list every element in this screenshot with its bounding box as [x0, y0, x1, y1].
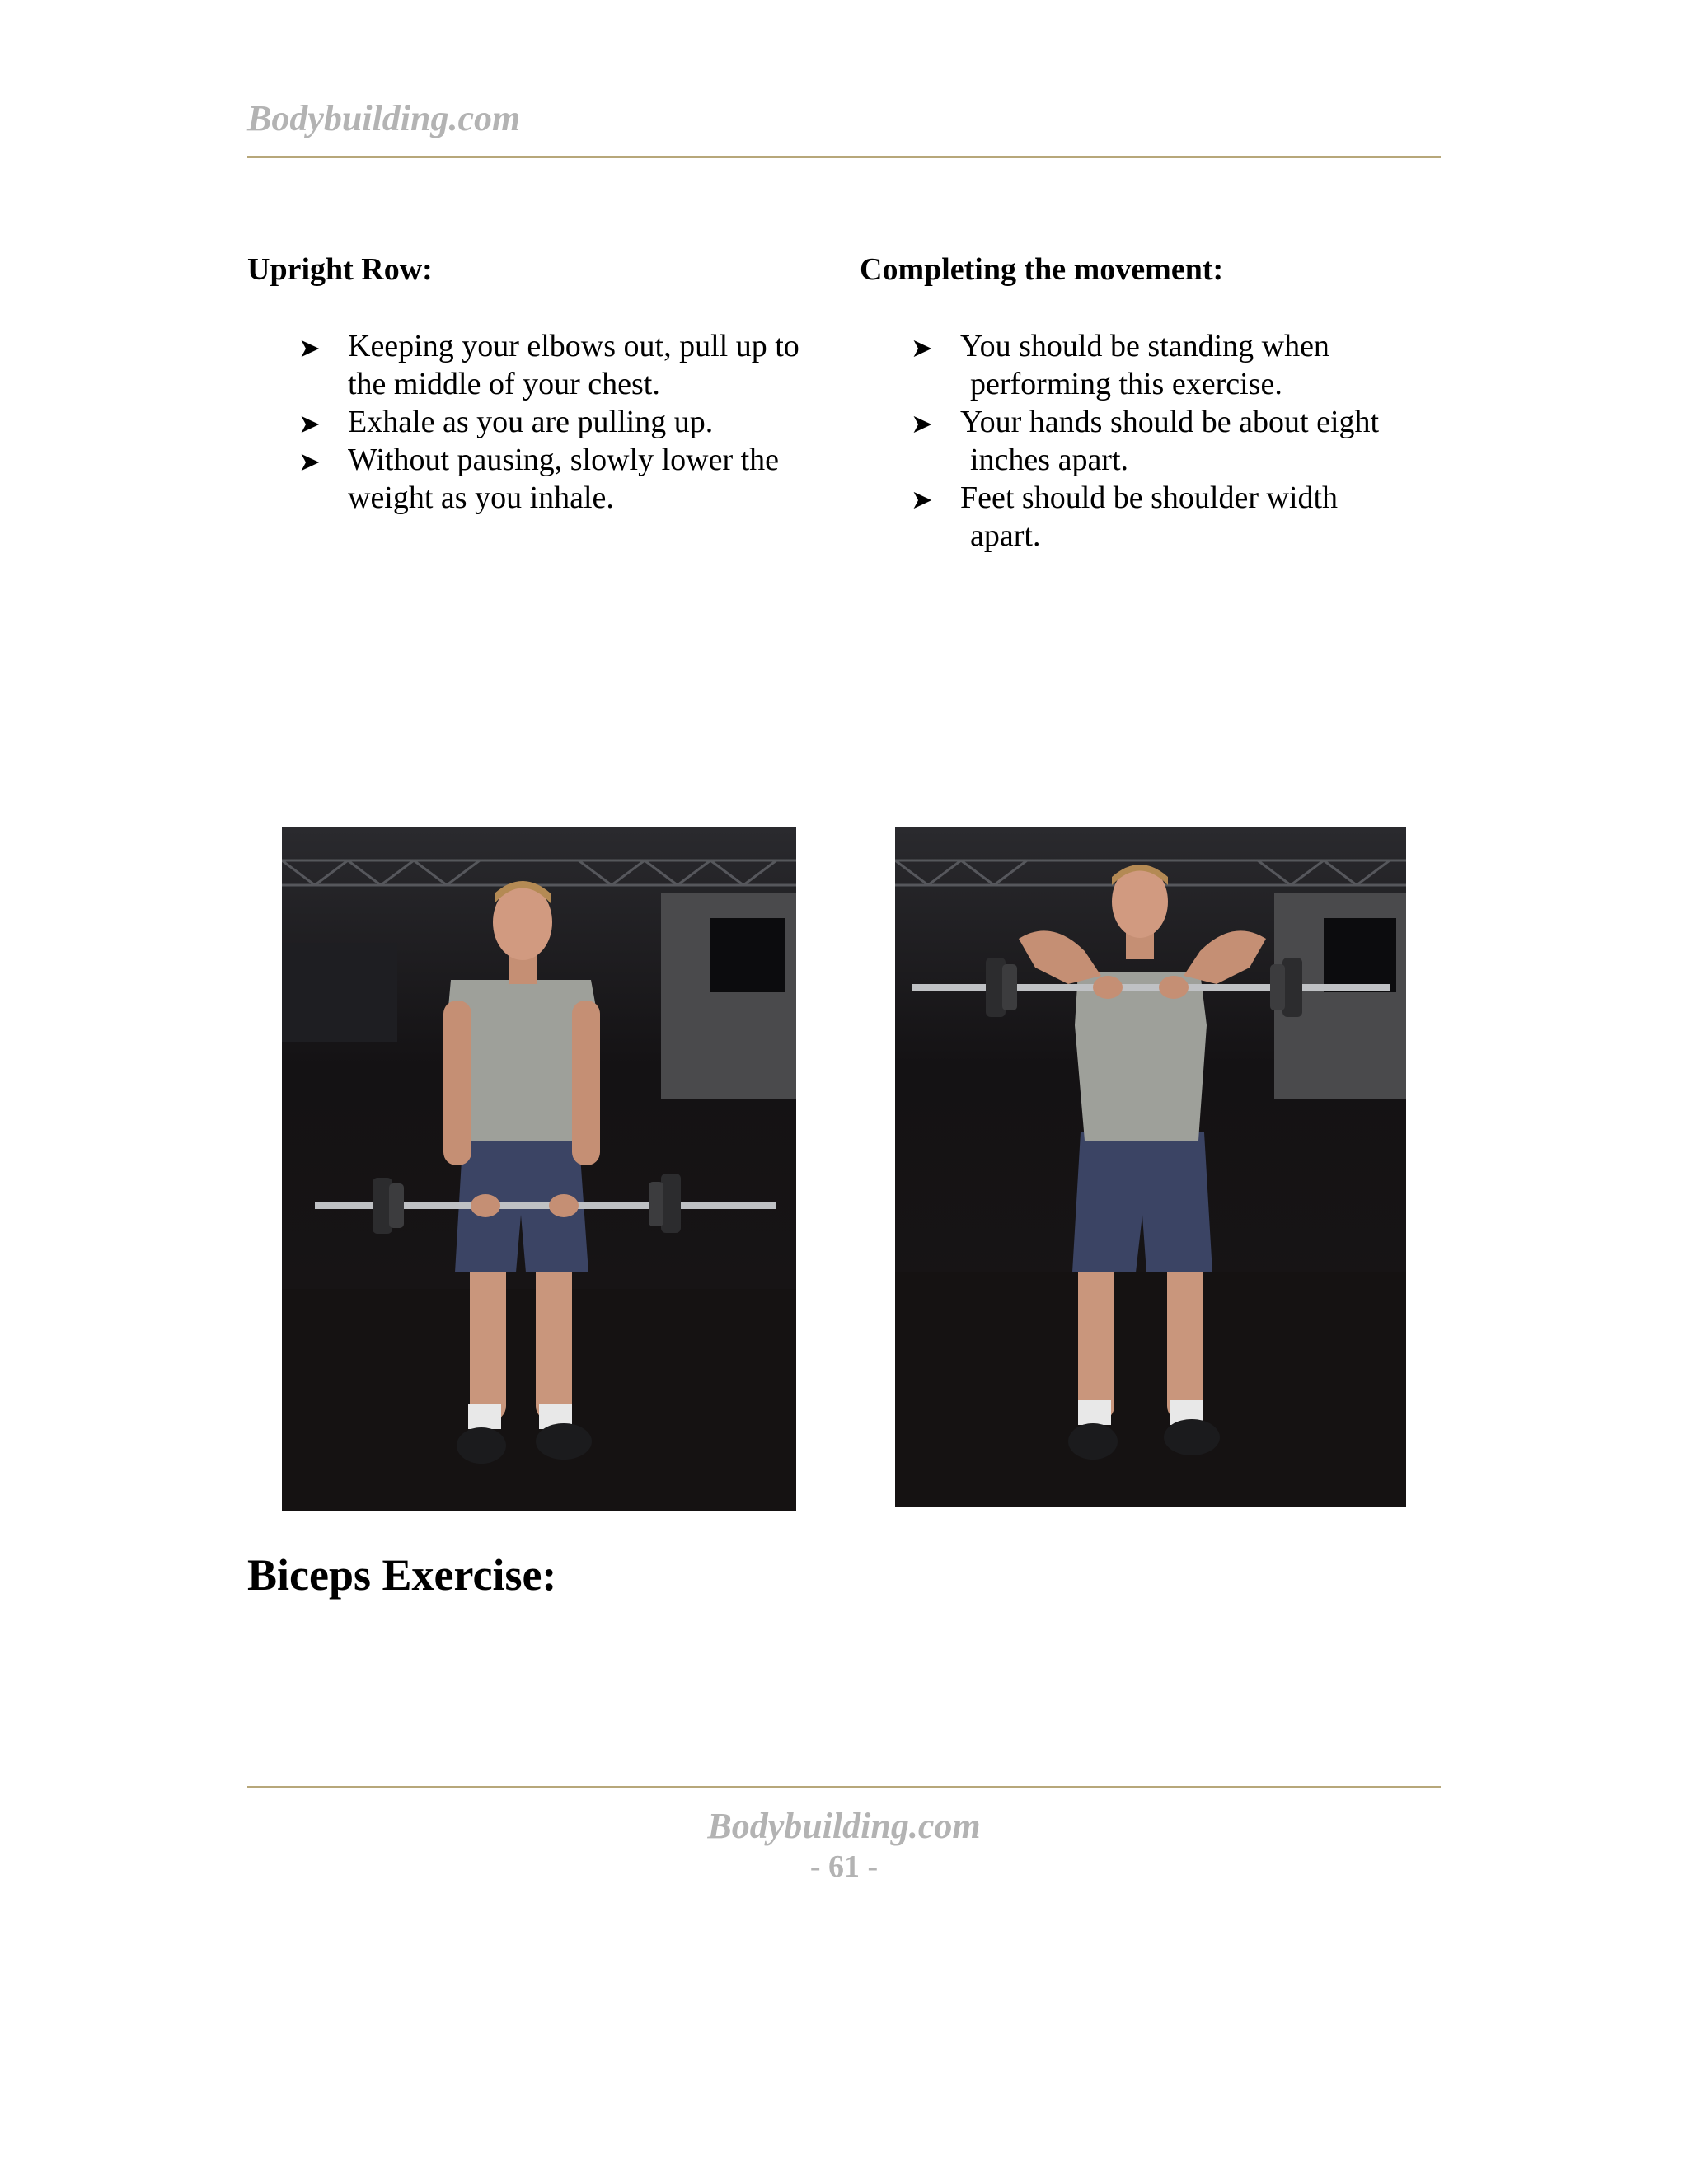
list-item-text: performing this exercise. [970, 367, 1282, 401]
list-item-text: Your hands should be about eight [960, 405, 1380, 439]
list-item-text: Feet should be shoulder width [960, 480, 1339, 515]
upright-row-start-illustration [282, 827, 796, 1511]
header-rule [247, 156, 1441, 158]
upright-row-top-illustration [895, 827, 1406, 1507]
list-item-text: weight as you inhale. [348, 480, 614, 515]
list-item [247, 403, 841, 441]
page-number: - 61 - [809, 1849, 879, 1884]
footer-rule [247, 1786, 1441, 1788]
upright-row-heading: Upright Row: [247, 252, 433, 287]
arrowhead-icon: ➤ [298, 333, 321, 363]
arrowhead-icon: ➤ [298, 409, 321, 438]
list-item [860, 403, 1453, 479]
list-item-text: Exhale as you are pulling up. [348, 405, 714, 439]
list-item [860, 479, 1453, 555]
header-brand: Bodybuilding.com [247, 98, 521, 138]
upright-row-list [247, 327, 841, 517]
list-item-text: the middle of your chest. [348, 367, 660, 401]
biceps-exercise-heading: Biceps Exercise: [247, 1550, 557, 1600]
arrowhead-icon: ➤ [298, 447, 321, 476]
list-item-text: You should be standing when [960, 329, 1329, 363]
list-item [860, 327, 1453, 403]
list-item-text: inches apart. [970, 443, 1129, 477]
footer-brand: Bodybuilding.com [707, 1806, 981, 1846]
list-item [247, 441, 841, 517]
completing-movement-list [860, 327, 1453, 555]
completing-movement-heading: Completing the movement: [860, 252, 1224, 287]
upright-row-top-photo [895, 827, 1406, 1507]
upright-row-column [247, 250, 841, 517]
arrowhead-icon: ➤ [911, 485, 933, 514]
upright-row-start-photo [282, 827, 796, 1511]
list-item-text: apart. [970, 518, 1041, 553]
arrowhead-icon: ➤ [911, 409, 933, 438]
completing-movement-column [860, 250, 1453, 555]
list-item [247, 327, 841, 403]
list-item-text: Without pausing, slowly lower the [348, 443, 780, 477]
arrowhead-icon: ➤ [911, 333, 933, 363]
list-item-text: Keeping your elbows out, pull up to [348, 329, 799, 363]
